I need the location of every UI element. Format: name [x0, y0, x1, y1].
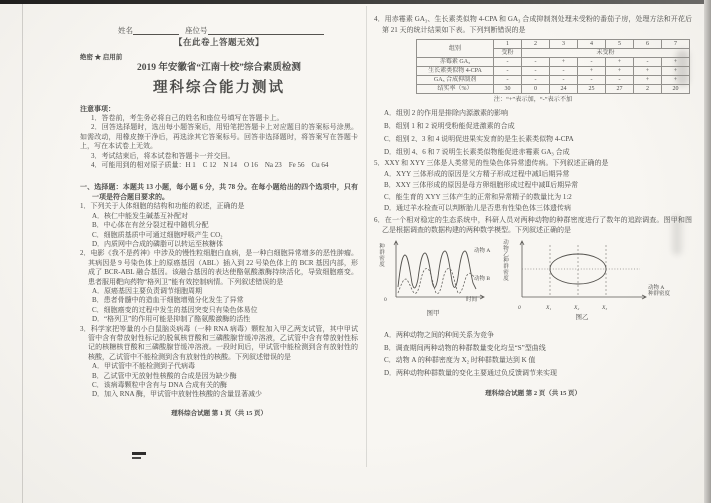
table-row [417, 85, 690, 94]
option: A．组别 2 的作用是排除内源激素的影响 [384, 109, 509, 118]
note-item: 2．回答选择题时，选出每小题答案后，用铅笔把答题卡上对应题目的答案标号涂黑。如需改动，用橡皮擦干净后，再选涂其它答案标号。回答非选择题时，将答案写在答题卡上，写在本试卷上无效。 [80, 123, 358, 151]
table-cell: 30 [494, 85, 522, 94]
option: B．患者骨髓中的造血干细胞增殖分化发生了异常 [92, 296, 244, 305]
table-cell: 4 [578, 40, 606, 49]
question-stem: 2．电影《我不是药神》中涉及的慢性粒细胞白血病，是一种白细胞异常增多的恶性肿瘤。其病因是 9 号染色体上的原癌基因（ABL）插入到 22 号染色体上的 BCR 基因内部，形成了 BCR-ABL 融合基因。该融合基因的表达使酪氨酸激酶持续活化，导致细胞癌变。患者服用靶向药物“格列卫”能有效控制病情。下列叙述错误的是 [80, 249, 358, 286]
question-4 [374, 14, 692, 158]
option: C．能生育的 XYY 三体产生的正常和异常精子的数量比为 1:2 [384, 192, 572, 201]
x-tick: X₂ [574, 304, 580, 311]
exam-title: 2019 年安徽省“江南十校”综合素质检测 [137, 63, 301, 74]
table-cell: - [634, 58, 662, 67]
section-header: 一、选择题：本题共 13 小题，每小题 6 分，共 78 分。在每小题给出的四个选项中，只有一项是符合题目要求的。 [80, 183, 358, 201]
table-row [417, 76, 690, 85]
table-cell: - [550, 67, 578, 76]
table-note: 注：“+”表示加，“-”表示不加 [493, 96, 573, 104]
table-cell: - [494, 67, 522, 76]
option: D．“格列卫”的作用可能是抑制了酪氨酸激酶的活性 [92, 315, 251, 324]
option: A．两种动物之间的种间关系为竞争 [384, 330, 495, 339]
option: A．核仁中能发生碱基互补配对 [92, 211, 189, 220]
question-2 [80, 249, 358, 324]
treatment-results-table [416, 39, 690, 94]
table-cell: + [662, 67, 690, 76]
note-item: 4．可能用到的相对原子质量：H 1 C 12 N 14 O 16 Na 23 Fe 56 Cu 64 [91, 161, 329, 170]
option: C．组别 2、3 和 4 说明促进果实发育的是生长素类似物 4-CPA [384, 134, 574, 143]
note-item: 3．考试结束后，将本试卷和答题卡一并交回。 [91, 151, 235, 160]
figure-caption: 图甲 [426, 309, 440, 317]
origin-label: 0 [384, 296, 387, 303]
population-time-plot [388, 239, 491, 301]
table-cell: 3 [550, 40, 578, 49]
table-cell: 24 [550, 85, 578, 94]
figure-caption: 图乙 [575, 313, 589, 321]
table-row [417, 67, 690, 76]
option: B．调查期间两种动物的种群数量变化均呈“S”型曲线 [384, 343, 546, 352]
table-cell: + [578, 67, 606, 76]
table-row [417, 58, 690, 67]
question-stem: 5．XXY 和 XYY 三体是人类常见的性染色体异常遗传病。下列叙述正确的是 [374, 159, 609, 168]
table-cell: 5 [606, 40, 634, 49]
table-cell: 25 [578, 85, 606, 94]
table-cell: - [578, 76, 606, 85]
question-stem: 1．下列关于人体细胞的结构和功能的叙述，正确的是 [80, 202, 245, 211]
option: A．甲试管中不能检测到子代病毒 [92, 362, 196, 371]
x-tick: X₃ [602, 304, 608, 311]
x-axis-label: 时间 [466, 296, 478, 303]
option: D．组别 4、6 和 7 说明生长素类似物能促进赤霉素 GA₃ 合成 [384, 147, 570, 156]
candidate-info-row [118, 26, 358, 35]
table-cell: + [550, 58, 578, 67]
name-blank-line [133, 27, 179, 35]
notes-title: 注意事项： [80, 104, 115, 113]
table-cell: - [522, 76, 550, 85]
option: B．XXY 三体形成的原因是母方卵细胞形成过程中减Ⅱ后期异常 [384, 181, 579, 190]
table-row [417, 40, 690, 49]
option: A．原癌基因主要负责调节细胞周期 [92, 286, 203, 295]
question-3 [80, 325, 358, 400]
option: B．组别 1 和 2 说明受粉能促进激素的合成 [384, 121, 515, 130]
x-tick: X₁ [546, 304, 552, 311]
page-footer: 理科综合试题 第 1 页（共 15 页） [171, 409, 267, 417]
question-6 [374, 215, 692, 380]
table-cell: 受粉 [494, 49, 522, 58]
table-cell: + [662, 58, 690, 67]
subject-title: 理科综合能力测试 [153, 79, 285, 96]
y-axis-label: 种群密度 [378, 242, 384, 267]
page-1 [80, 26, 358, 418]
table-cell: 0 [522, 85, 550, 94]
option: C．细胞癌变的过程中发生的基因突变只有染色体易位 [92, 305, 258, 314]
question-stem: 3．科学家把等量的小白鼠脑炎病毒（一种 RNA 病毒）颗粒加入甲乙两支试管，其中甲试管中含有带放射性标记的脱氧核苷酸和三磷酸腺苷缓冲溶液，乙试管中含有带放射性标记的核糖核苷酸和三磷酸腺苷缓冲溶液。一段时间后，甲试管中能检测到含有放射性的核酸，乙试管中不能检测到含有放射性的核酸。下列叙述错误的是 [80, 324, 358, 361]
secret-label: 绝密 ★ 启用前 [80, 53, 123, 61]
question-1 [80, 202, 358, 249]
option: D．两种动物种群数量的变化主要通过负反馈调节来实现 [384, 369, 558, 378]
table-cell: GA₃ 合成抑制剂 [417, 76, 494, 85]
question-stem: 4．用赤霉素 GA₃、生长素类似物 4-CPA 和 GA₃ 合成抑制剂处理未受粉的番茄子房，处理方法和开花后第 21 天的统计结果如下表。下列判断错误的是 [374, 15, 692, 34]
table-cell: - [522, 58, 550, 67]
x-axis-label-line1: 动物 A [648, 284, 665, 291]
x-axis-label-line2: 种群密度 [648, 291, 671, 298]
option: C．细胞质基质中可通过细胞呼吸产生 CO₂ [92, 230, 223, 239]
table-cell: 7 [662, 40, 690, 49]
phase-plot [512, 239, 652, 303]
table-cell: 6 [634, 40, 662, 49]
table-cell: + [634, 76, 662, 85]
table-cell: - [522, 67, 550, 76]
option: A．XYY 三体形成的原因是父方精子形成过程中减Ⅰ后期异常 [384, 169, 570, 178]
table-cell: - [606, 76, 634, 85]
table-cell: 赤霉素 GA₃ [417, 58, 494, 67]
table-cell: 2 [522, 40, 550, 49]
table-cell: 生长素类似物 4-CPA [417, 67, 494, 76]
table-cell: + [606, 67, 634, 76]
table-cell: + [606, 58, 634, 67]
series-b-label: 动物 B [474, 275, 491, 282]
table-cell: 1 [494, 40, 522, 49]
figure-row [374, 239, 692, 329]
seat-blank-line [208, 27, 324, 35]
option: D．内质网中合成的磷脂可以转运至核糖体 [92, 239, 224, 248]
x-tick: 0 [518, 304, 521, 311]
table-cell: - [494, 76, 522, 85]
figure-jia [378, 239, 494, 329]
option: D．通过羊水检查可以判断胎儿是否患有性染色体三体遗传病 [384, 204, 572, 213]
table-cell: 27 [606, 85, 634, 94]
name-label: 姓名 [118, 26, 133, 35]
y-axis-label: 动物乙种群密度 [502, 238, 508, 281]
table-cell: 20 [662, 85, 690, 94]
table-cell: - [494, 58, 522, 67]
table-cell: - [550, 76, 578, 85]
option: D．加入 RNA 酶，甲试管中放射性核酸的含量显著减少 [92, 390, 262, 399]
table-cell: 2 [634, 85, 662, 94]
seat-label: 座位号 [185, 26, 208, 35]
answer-invalid-notice: 【在此卷上答题无效】 [173, 37, 264, 48]
x-axis-label [648, 285, 670, 298]
page-footer: 理科综合试题 第 2 页（共 15 页） [485, 389, 581, 397]
option: C．动物 A 的种群密度为 X₂ 时种群数量达到 K 值 [384, 356, 536, 365]
table-cell: 结实率（%） [417, 85, 494, 94]
option: B．中心体在有丝分裂过程中随机分配 [92, 221, 209, 230]
table-cell: - [578, 58, 606, 67]
option: B．乙试管中无放射性核酸的合成是因为缺少酶 [92, 371, 237, 380]
page-2 [374, 14, 692, 400]
table-cell: + [634, 67, 662, 76]
figure-yi [496, 239, 686, 329]
table-cell: 未受粉 [522, 49, 690, 58]
series-a-label: 动物 A [474, 247, 491, 254]
question-5 [374, 158, 692, 214]
question-stem: 6．在一个相对稳定的生态系统中，科研人员对两种动物的种群密度进行了数年的追踪调查。图甲和图乙是根据调查的数据构建的两种数学模型。下列叙述正确的是 [374, 215, 692, 235]
table-cell: + [662, 76, 690, 85]
table-cell: 组别 [417, 40, 494, 58]
option: C．该病毒颗粒中含有与 DNA 合成有关的酶 [92, 381, 227, 389]
note-item: 1．答卷前，考生务必将自己的姓名和座位号填写在答题卡上。 [91, 114, 284, 123]
